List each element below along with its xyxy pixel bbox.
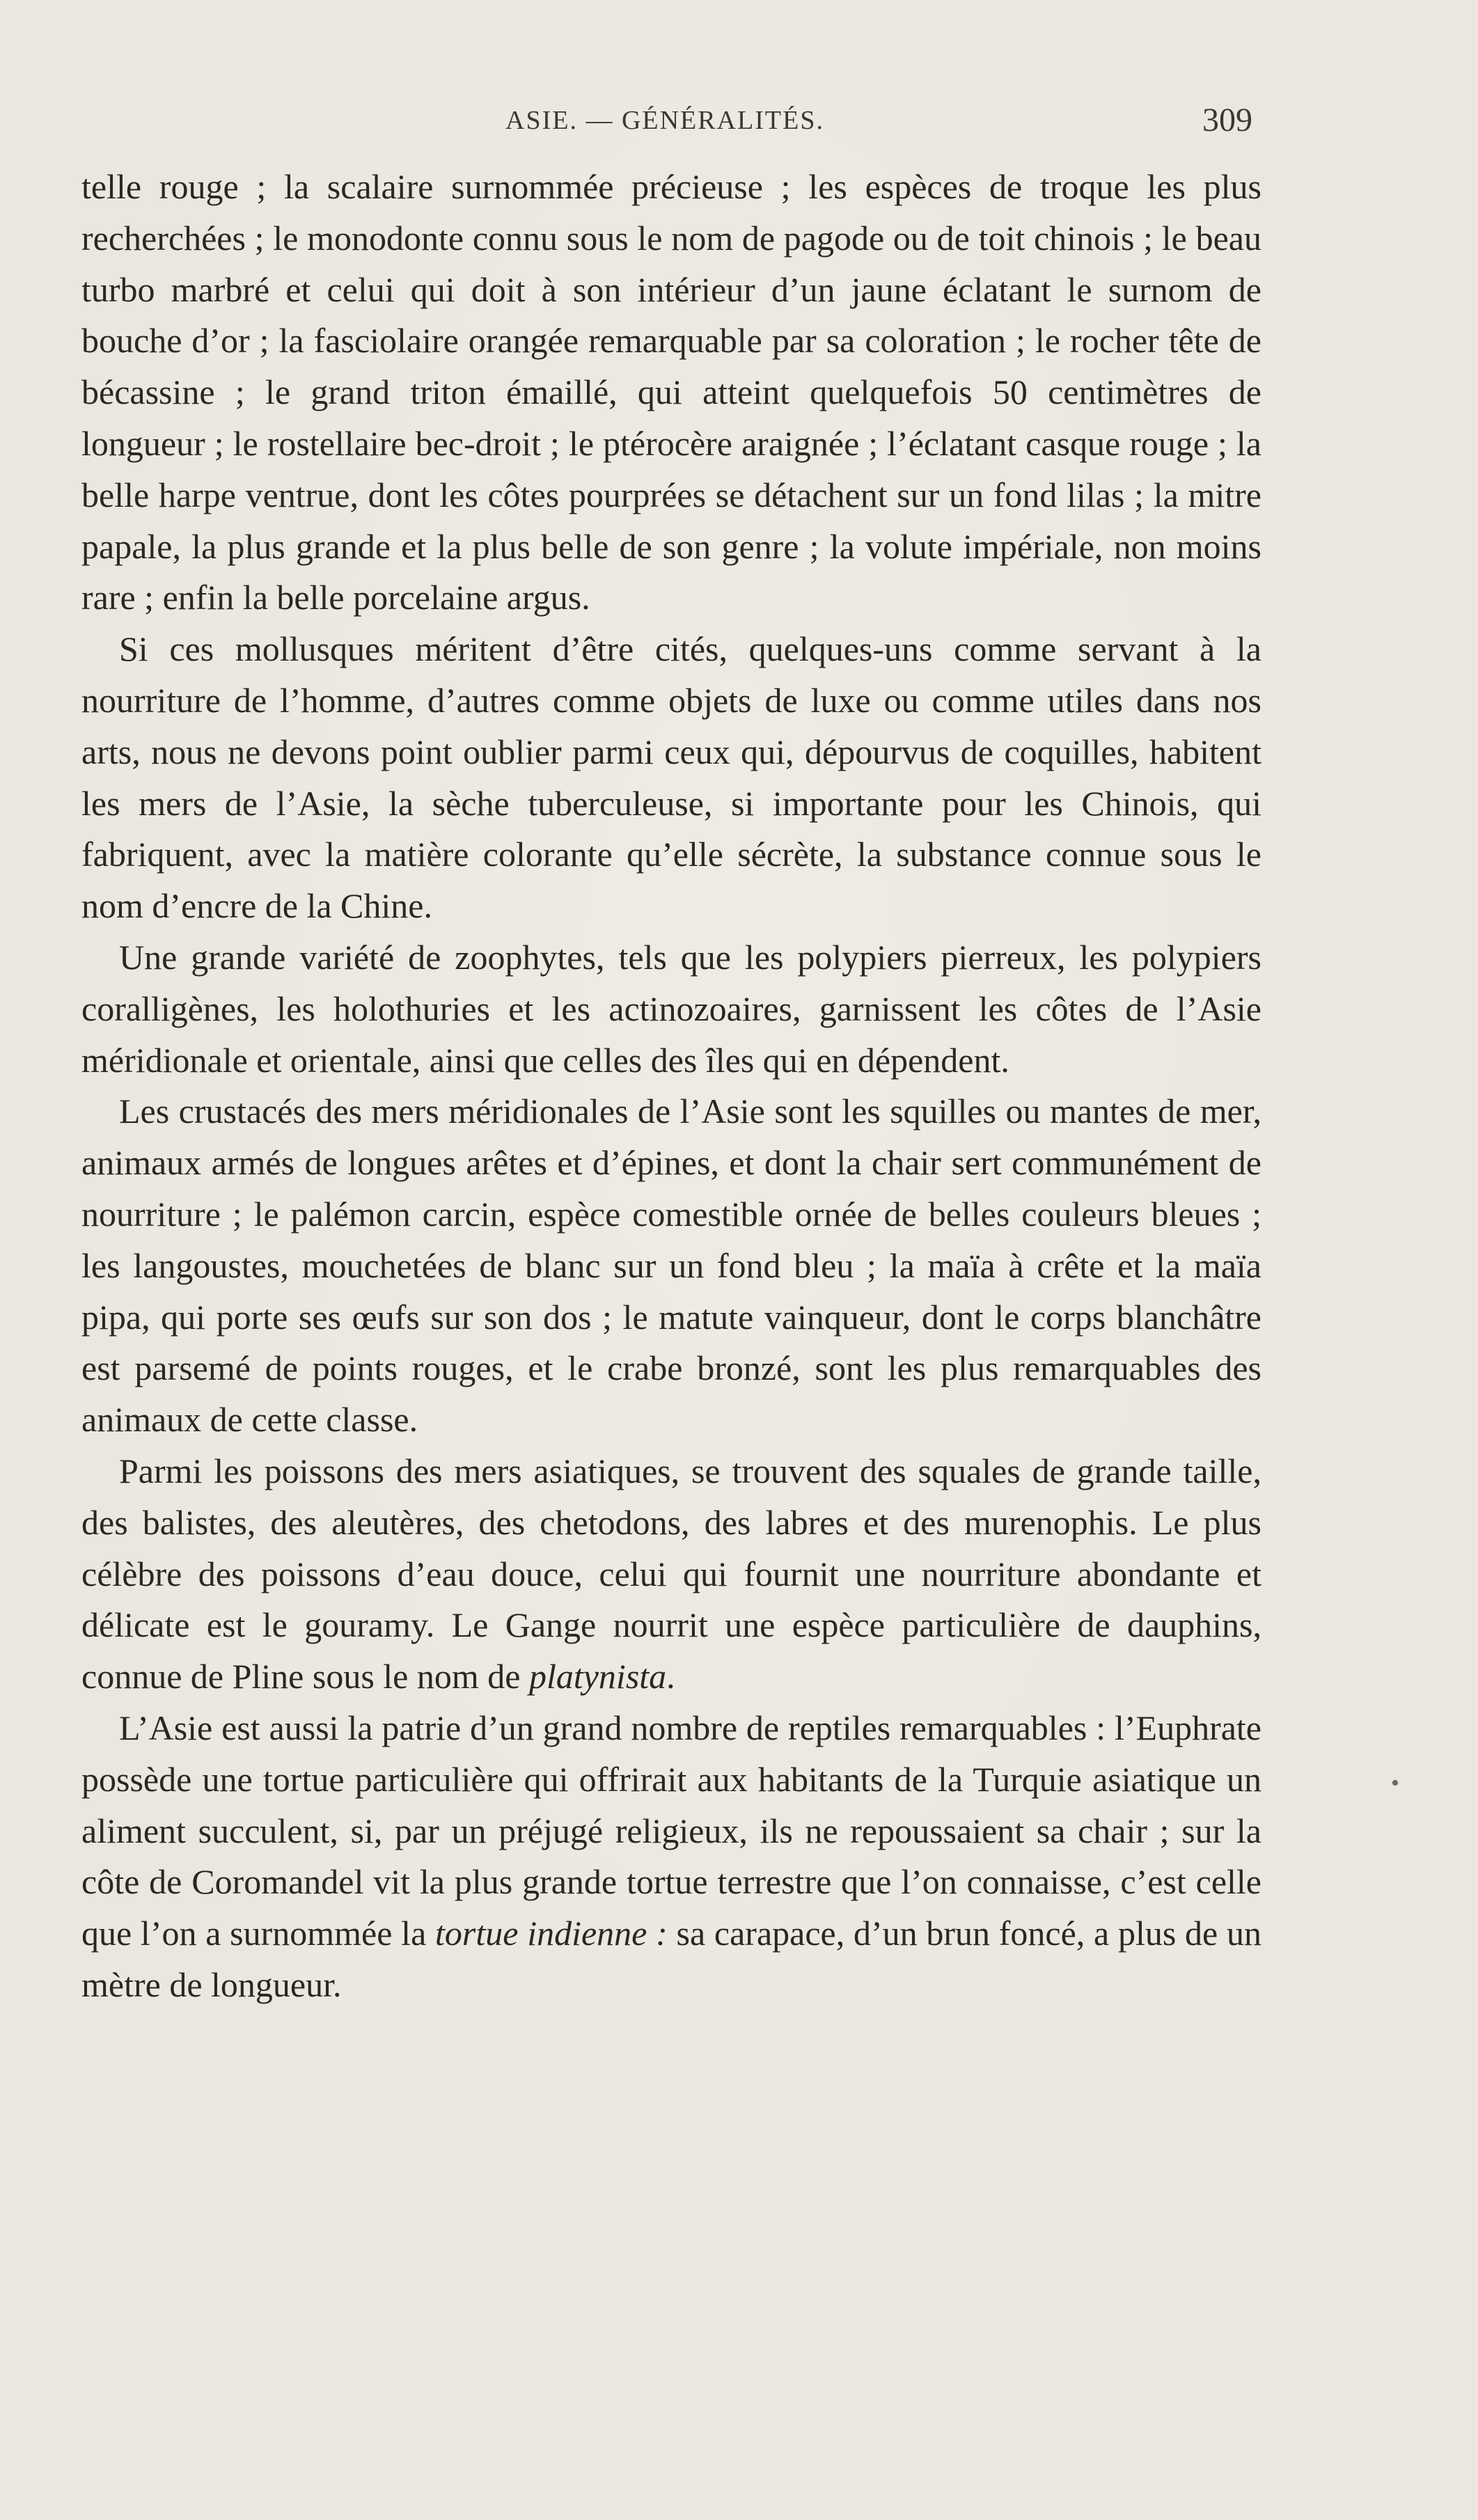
running-title: ASIE. — GÉNÉRALITÉS. [505, 106, 824, 135]
italic-term-platynista: platynista [528, 1657, 667, 1696]
italic-term-tortue-indienne: tortue indienne : [435, 1914, 668, 1953]
margin-mark: • [1391, 1770, 1399, 1796]
paragraph-reptiles [81, 1703, 1261, 2011]
paragraph-zoophytes: Une grande variété de zoophytes, tels que les polypiers pierreux, les polypiers coralligènes, les holothuries et les actinozoaires, garnissent les côtes de l’Asie méridionale et orientale, ainsi que celles des îles qui en dépendent. [81, 937, 1261, 1080]
paragraph-mollusques: Si ces mollusques méritent d’être cités, quelques-uns comme servant à la nourriture de l’homme, d’autres comme objets de luxe ou comme utiles dans nos arts, nous ne devons point oublier parmi ceux qui, dépourvus de coquilles, habitent les mers de l’Asie, la sèche tuberculeuse, si importante pour les Chinois, qui fabriquent, avec la matière colorante qu’elle sécrète, la substance connue sous le nom d’encre de la Chine. [81, 629, 1261, 926]
paragraph-poissons [81, 1446, 1261, 1703]
paragraph-crustaces: Les crustacés des mers méridionales de l’Asie sont les squilles ou mantes de mer, animaux armés de longues arêtes et d’épines, et dont la chair sert communément de nourriture ; le palémon carcin, espèce comestible ornée de belles couleurs bleues ; les langoustes, mouchetées de blanc sur un fond bleu ; la maïa à crête et la maïa pipa, qui porte ses œufs sur son dos ; le matute vainqueur, dont le corps blanchâtre est parsemé de points rouges, et le crabe bronzé, sont les plus remarquables des animaux de cette classe. [81, 1092, 1261, 1440]
paragraph-poissons-end: . [666, 1657, 675, 1696]
paragraph-shells-continued: telle rouge ; la scalaire surnommée précieuse ; les espèces de troque les plus recherchées ; le monodonte connu sous le nom de pagode ou de toit chinois ; le beau turbo marbré et celui qui doit à son intérieur d’un jaune éclatant le surnom de bouche d’or ; la fasciolaire orangée remarquable par sa coloration ; le rocher tête de bécassine ; le grand triton émaillé, qui atteint quelquefois 50 centimètres de longueur ; le rostellaire bec-droit ; le ptérocère araignée ; l’éclatant casque rouge ; la belle harpe ventrue, dont les côtes pourprées se détachent sur un fond lilas ; la mitre papale, la plus grande et la plus belle de son genre ; la volute impériale, non moins rare ; enfin la belle porcelaine argus. [81, 167, 1261, 617]
page-number: 309 [1202, 102, 1252, 139]
paragraph-reptiles-text: L’Asie est aussi la patrie d’un grand nombre de reptiles remarquables : l’Euphrate possède une tortue particulière qui offrirait aux habitants de la Turquie asiatique un aliment succulent, si, par un préjugé religieux, ils ne repoussaient sa chair ; sur la côte de Coromandel vit la plus grande tortue terrestre que l’on connaisse, c’est celle que l’on a surnommée la [81, 1708, 1261, 1953]
paragraph-poissons-text: Parmi les poissons des mers asiatiques, se trouvent des squales de grande taille, des balistes, des aleutères, des chetodons, des labres et des murenophis. Le plus célèbre des poissons d’eau douce, celui qui fournit une nourriture abondante et délicate est le gouramy. Le Gange nourrit une espèce particulière de dauphins, connue de Pline sous le nom de [81, 1451, 1261, 1696]
paragraph-reptiles-end: sa carapace, d’un brun foncé, a plus de un mètre de longueur. [81, 1914, 1261, 2004]
body-text [81, 162, 1261, 2011]
running-head [0, 100, 1478, 141]
